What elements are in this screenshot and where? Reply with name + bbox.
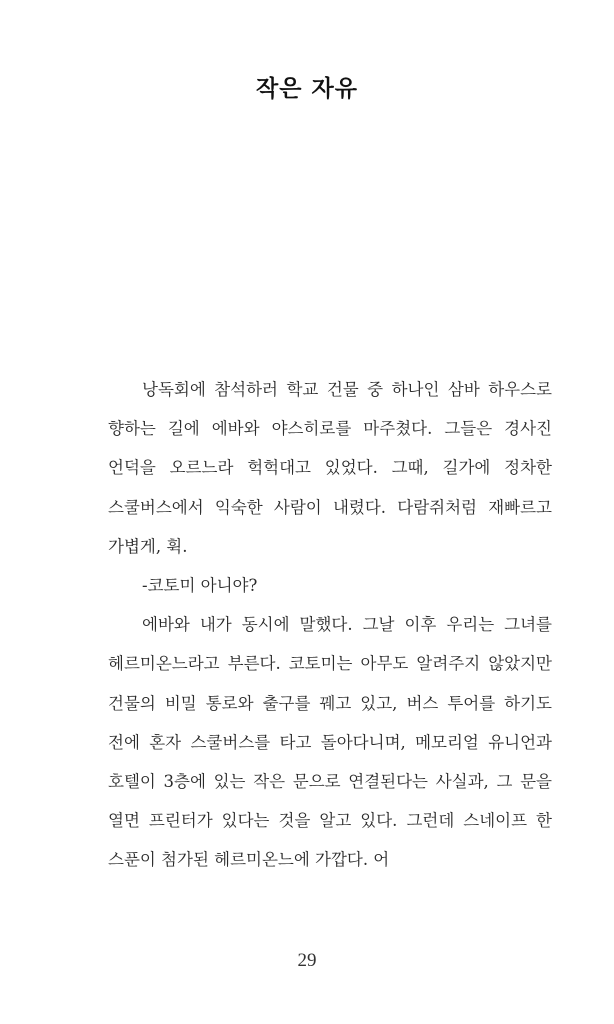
body-text (108, 370, 552, 880)
paragraph: 에바와 내가 동시에 말했다. 그날 이후 우리는 그녀를 헤르미온느라고 부른다. 코토미는 아무도 알려주지 않았지만 건물의 비밀 통로와 출구를 꿰고 있고, 버스 투어를 하기도 전에 혼자 스쿨버스를 타고 돌아다니며, 메모리얼 유니언과 호텔이 3층에 있는 작은 문으로 연결된다는 사실과, 그 문을 열면 프린터가 있다는 것을 알고 있다. 그런데 스네이프 한 스푼이 첨가된 헤르미온느에 가깝다. 어 (108, 615, 552, 870)
paragraph: -코토미 아니야? (142, 576, 258, 596)
chapter-title: 작은 자유 (256, 76, 358, 102)
paragraph: 낭독회에 참석하러 학교 건물 중 하나인 삼바 하우스로 향하는 길에 에바와 야스히로를 마주쳤다. 그들은 경사진 언덕을 오르느라 헉헉대고 있었다. 그때, 길가에 정차한 스쿨버스에서 익숙한 사람이 내렸다. 다람쥐처럼 재빠르고 가볍게, 휙. (108, 380, 552, 556)
page-number: 29 (297, 950, 317, 971)
